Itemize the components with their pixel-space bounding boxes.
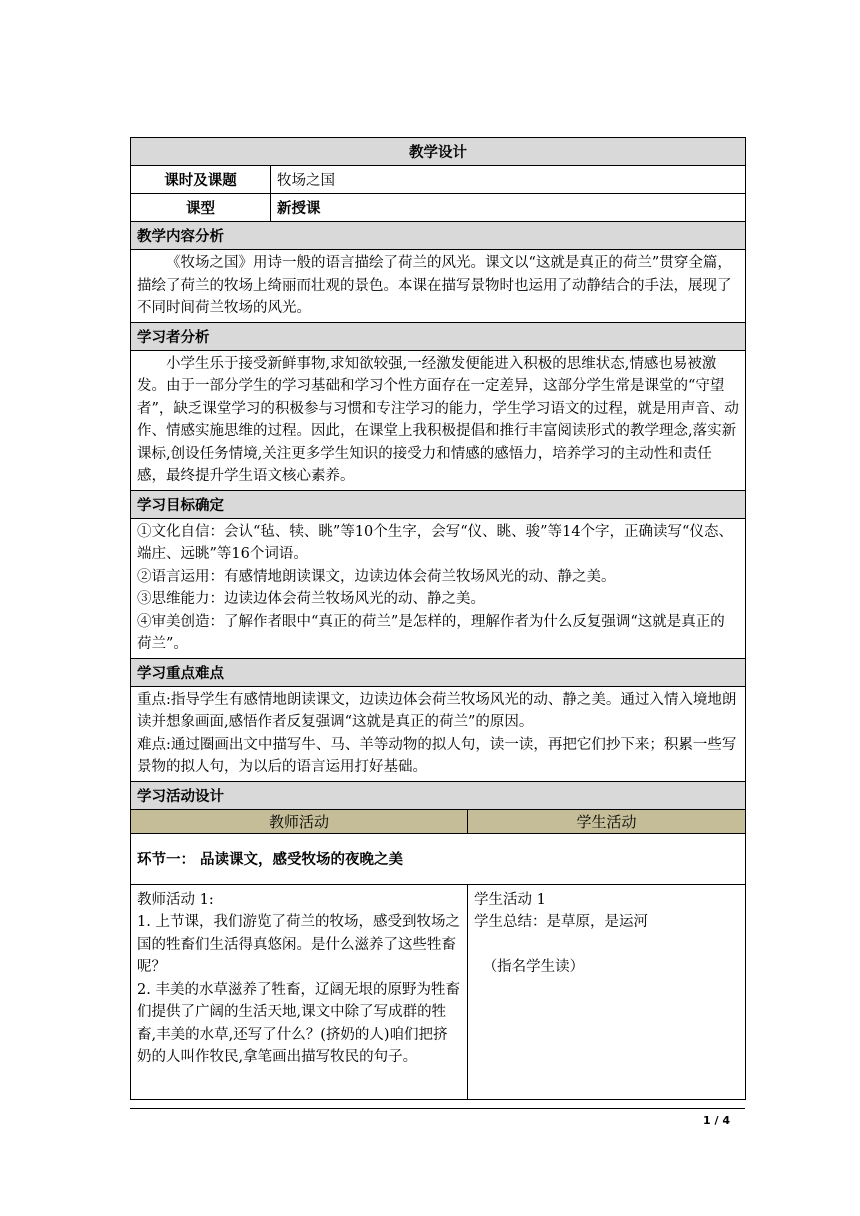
student-column-header: 学生活动 (468, 809, 746, 833)
student-activity-line: 学生总结：是草原，是运河 (474, 914, 648, 930)
objective-item: ②语言运用：有感情地朗读课文，边读边体会荷兰牧场风光的动、静之美。 (137, 568, 616, 585)
page-number: 1 / 4 (703, 1114, 730, 1127)
objective-item: ③思维能力：边读边体会荷兰牧场风光的动、静之美。 (137, 591, 485, 607)
key-points-heading: 学习重点难点 (131, 658, 746, 686)
document-title: 教学设计 (131, 138, 746, 166)
learner-analysis-text: 小学生乐于接受新鲜事物,求知欲较强,一经激发便能进入积极的思维状态,情感也易被激发。由于一部分学生的学习基础和学习个性方面存在一定差异，这部分学生常是课堂的“守望者”，缺乏课堂学习的积极参与习惯和专注学习的能力，学生学习语文的过程，就是用声音、动作、情感实施思维的过程。因此，在课堂上我积极提倡和推行丰富阅读形式的教学理念,落实新课标,创设任务情境,关注更多学生知识的接受力和情感的感悟力，培养学习的主动性和责任感，最终提升学生语文核心素养。 (131, 350, 746, 490)
learner-analysis-heading: 学习者分析 (131, 322, 746, 350)
student-activity-line: 学生活动 1 (474, 891, 546, 908)
difficulty-item: 难点:通过圈画出文中描写牛、马、羊等动物的拟人句，读一读，再把它们抄下来；积累一些写景物的拟人句，为以后的语言运用打好基础。 (137, 736, 737, 775)
footer-divider (130, 1108, 745, 1109)
teacher-activity-line: 2. 丰美的水草滋养了牲畜，辽阔无垠的原野为牲畜们提供了广阔的生活天地,课文中除了写成群的牲畜,丰美的水草,还写了什么？(挤奶的人)咱们把挤奶的人叫作牧民,拿笔画出描写牧民的句子。 (137, 981, 460, 1065)
segment-heading: 环节一： 品读课文，感受牧场的夜晚之美 (131, 833, 746, 884)
lesson-plan-document (130, 137, 745, 1100)
content-analysis-text: 《牧场之国》用诗一般的语言描绘了荷兰的风光。课文以“这就是真正的荷兰”贯穿全篇，描绘了荷兰的牧场上绮丽而壮观的景色。本课在描写景物时也运用了动静结合的手法，展现了不同时间荷兰牧场的风光。 (131, 250, 746, 323)
type-label: 课型 (131, 194, 271, 222)
activities-heading: 学习活动设计 (131, 781, 746, 809)
content-analysis-heading: 教学内容分析 (131, 222, 746, 250)
key-point-item: 重点:指导学生有感情地朗读课文，边读边体会荷兰牧场风光的动、静之美。通过入情入境地朗读并想象画面,感悟作者反复强调“这就是真正的荷兰”的原因。 (137, 691, 737, 730)
teacher-column-header: 教师活动 (131, 809, 468, 833)
objectives-list (131, 518, 746, 658)
teacher-activity-line: 教师活动 1: (137, 891, 214, 908)
teacher-activity-cell (131, 884, 468, 1099)
lesson-plan-table (130, 137, 746, 1100)
student-activity-cell (468, 884, 746, 1099)
teacher-activity-line: 1. 上节课，我们游览了荷兰的牧场，感受到牧场之国的牲畜们生活得真悠闲。是什么滋养了这些牲畜呢？ (137, 914, 460, 975)
key-points-list (131, 686, 746, 781)
student-activity-line (474, 934, 739, 957)
objective-item: ④审美创造：了解作者眼中“真正的荷兰”是怎样的，理解作者为什么反复强调“这就是真正的荷兰”。 (137, 613, 725, 652)
lesson-label: 课时及课题 (131, 166, 271, 194)
lesson-value: 牧场之国 (271, 166, 746, 194)
student-activity-line: （指名学生读） (482, 959, 585, 975)
type-value: 新授课 (271, 194, 746, 222)
objective-item: ①文化自信：会认“毡、犊、眺”等10个生字，会写“仪、眺、骏”等14个字，正确读写“仪态、端庄、远眺”等16个词语。 (137, 523, 733, 562)
objectives-heading: 学习目标确定 (131, 490, 746, 518)
